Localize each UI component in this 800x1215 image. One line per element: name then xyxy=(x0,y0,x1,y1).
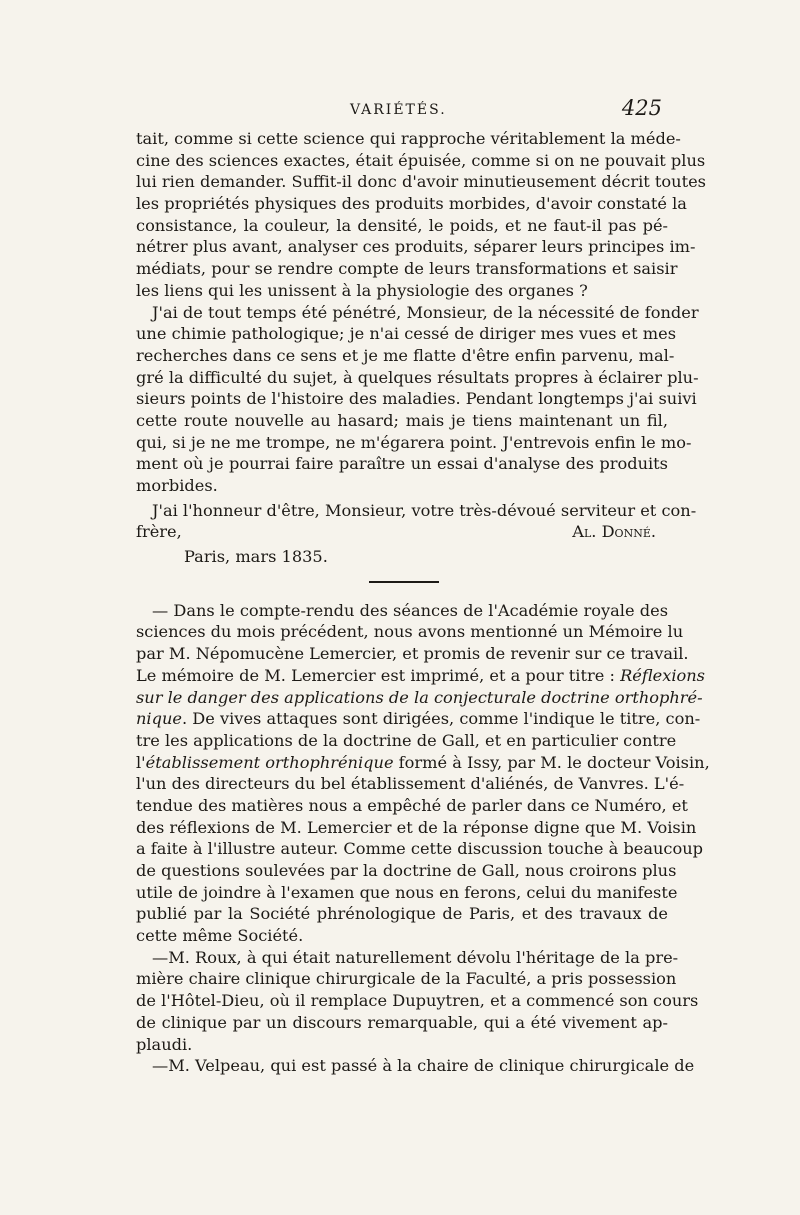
text-line: gré la difficulté du sujet, à quelques résultats propres à éclairer plu- xyxy=(136,367,699,387)
text-line: mière chaire clinique chirurgicale de la Faculté, a pris possession xyxy=(136,969,677,989)
text-segment: . De vives attaques sont dirigées, comme l'indique le titre, con- xyxy=(181,709,701,729)
text-segment: Le mémoire de M. Lemercier est imprimé, et a pour titre : xyxy=(136,665,621,685)
signature: Al. Donné. xyxy=(572,522,656,542)
text-line: tendue des matières nous a empêché de parler dans ce Numéro, et xyxy=(136,795,688,815)
text-line: les propriétés physiques des produits morbides, d'avoir constaté la xyxy=(136,194,687,214)
text-line: l'un des directeurs du bel établissement d'aliénés, de Vanvres. L'é- xyxy=(136,774,685,794)
text-line: nétrer plus avant, analyser ces produits, séparer leurs principes im- xyxy=(136,237,696,257)
text-line: —M. Velpeau, qui est passé à la chaire de clinique chirurgicale de xyxy=(152,1056,695,1076)
notice-academie xyxy=(136,600,710,947)
italic-title: nique xyxy=(136,709,182,729)
text-line: —M. Roux, à qui était naturellement dévolu l'héritage de la pre- xyxy=(152,947,679,967)
text-line: sieurs points de l'histoire des maladies. Pendant longtemps j'ai suivi xyxy=(136,389,697,409)
text-line: cine des sciences exactes, était épuisée, comme si on ne pouvait plus xyxy=(136,150,706,170)
text-line: qui, si je ne me trompe, ne m'égarera point. J'entrevois enfin le mo- xyxy=(136,432,692,452)
text-line: recherches dans ce sens et je me flatte d'être enfin parvenu, mal- xyxy=(136,345,675,365)
text-line: morbides. xyxy=(136,476,218,495)
text-line: publié par la Société phrénologique de Paris, et des travaux de xyxy=(136,904,668,924)
running-head: VARIÉTÉS. xyxy=(350,102,447,118)
text-line: des réflexions de M. Lemercier et de la réponse digne que M. Voisin xyxy=(136,817,697,837)
place-date: Paris, mars 1835. xyxy=(184,547,328,567)
letter-paragraph-1 xyxy=(136,128,706,302)
text-line xyxy=(136,665,705,687)
text-line xyxy=(136,708,701,730)
notice-velpeau xyxy=(136,1055,695,1077)
text-line: sciences du mois précédent, nous avons mentionné un Mémoire lu xyxy=(136,622,684,642)
text-line: de l'Hôtel-Dieu, où il remplace Dupuytren, et a commencé son cours xyxy=(136,991,699,1011)
text-line: tre les applications de la doctrine de Gall, et en particulier contre xyxy=(136,730,677,750)
letter-paragraph-2 xyxy=(136,302,699,497)
text-line: par M. Népomucène Lemercier, et promis de revenir sur ce travail. xyxy=(136,644,689,664)
text-line: consistance, la couleur, la densité, le poids, et ne faut-il pas pé- xyxy=(136,215,668,235)
body-text xyxy=(136,128,710,1077)
text-line: médiats, pour se rendre compte de leurs transformations et saisir xyxy=(136,259,678,279)
text-line: cette route nouvelle au hasard; mais je tiens maintenant un fil, xyxy=(136,410,668,430)
text-segment: l' xyxy=(136,752,146,772)
letter-closing xyxy=(136,500,697,568)
text-line: a faite à l'illustre auteur. Comme cette discussion touche à beaucoup xyxy=(136,839,704,859)
text-line: — Dans le compte-rendu des séances de l'Académie royale des xyxy=(152,600,668,620)
italic-title: Réflexions xyxy=(620,665,705,685)
closing-word: frère, xyxy=(136,522,182,542)
text-line: cette même Société. xyxy=(136,926,304,946)
text-line: utile de joindre à l'examen que nous en ferons, celui du manifeste xyxy=(136,882,678,902)
text-line: tait, comme si cette science qui rapproche véritablement la méde- xyxy=(136,129,681,148)
text-line: de questions soulevées par la doctrine de Gall, nous croirons plus xyxy=(136,861,677,880)
text-line: les liens qui les unissent à la physiologie des organes ? xyxy=(136,280,588,300)
text-line: plaudi. xyxy=(136,1034,193,1054)
text-line: lui rien demander. Suffit-il donc d'avoir minutieusement décrit toutes xyxy=(136,172,706,192)
page-header xyxy=(136,96,668,126)
notice-roux xyxy=(136,947,699,1055)
text-line: J'ai de tout temps été pénétré, Monsieur, de la nécessité de fonder xyxy=(152,302,699,322)
text-line: J'ai l'honneur d'être, Monsieur, votre très-dévoué serviteur et con- xyxy=(152,500,697,520)
signature-line xyxy=(136,521,668,543)
text-segment: formé à Issy, par M. le docteur Voisin, xyxy=(393,752,710,772)
italic-title-line: sur le danger des applications de la conjecturale doctrine orthophré- xyxy=(136,687,703,707)
text-line xyxy=(136,752,710,774)
text-line: ment où je pourrai faire paraître un essai d'analyse des produits xyxy=(136,454,668,474)
italic-title: établissement orthophrénique xyxy=(145,752,394,772)
text-line: de clinique par un discours remarquable, qui a été vivement ap- xyxy=(136,1012,668,1032)
text-line: une chimie pathologique; je n'ai cessé de diriger mes vues et mes xyxy=(136,324,677,344)
section-separator xyxy=(369,581,439,583)
page-number: 425 xyxy=(621,96,662,120)
